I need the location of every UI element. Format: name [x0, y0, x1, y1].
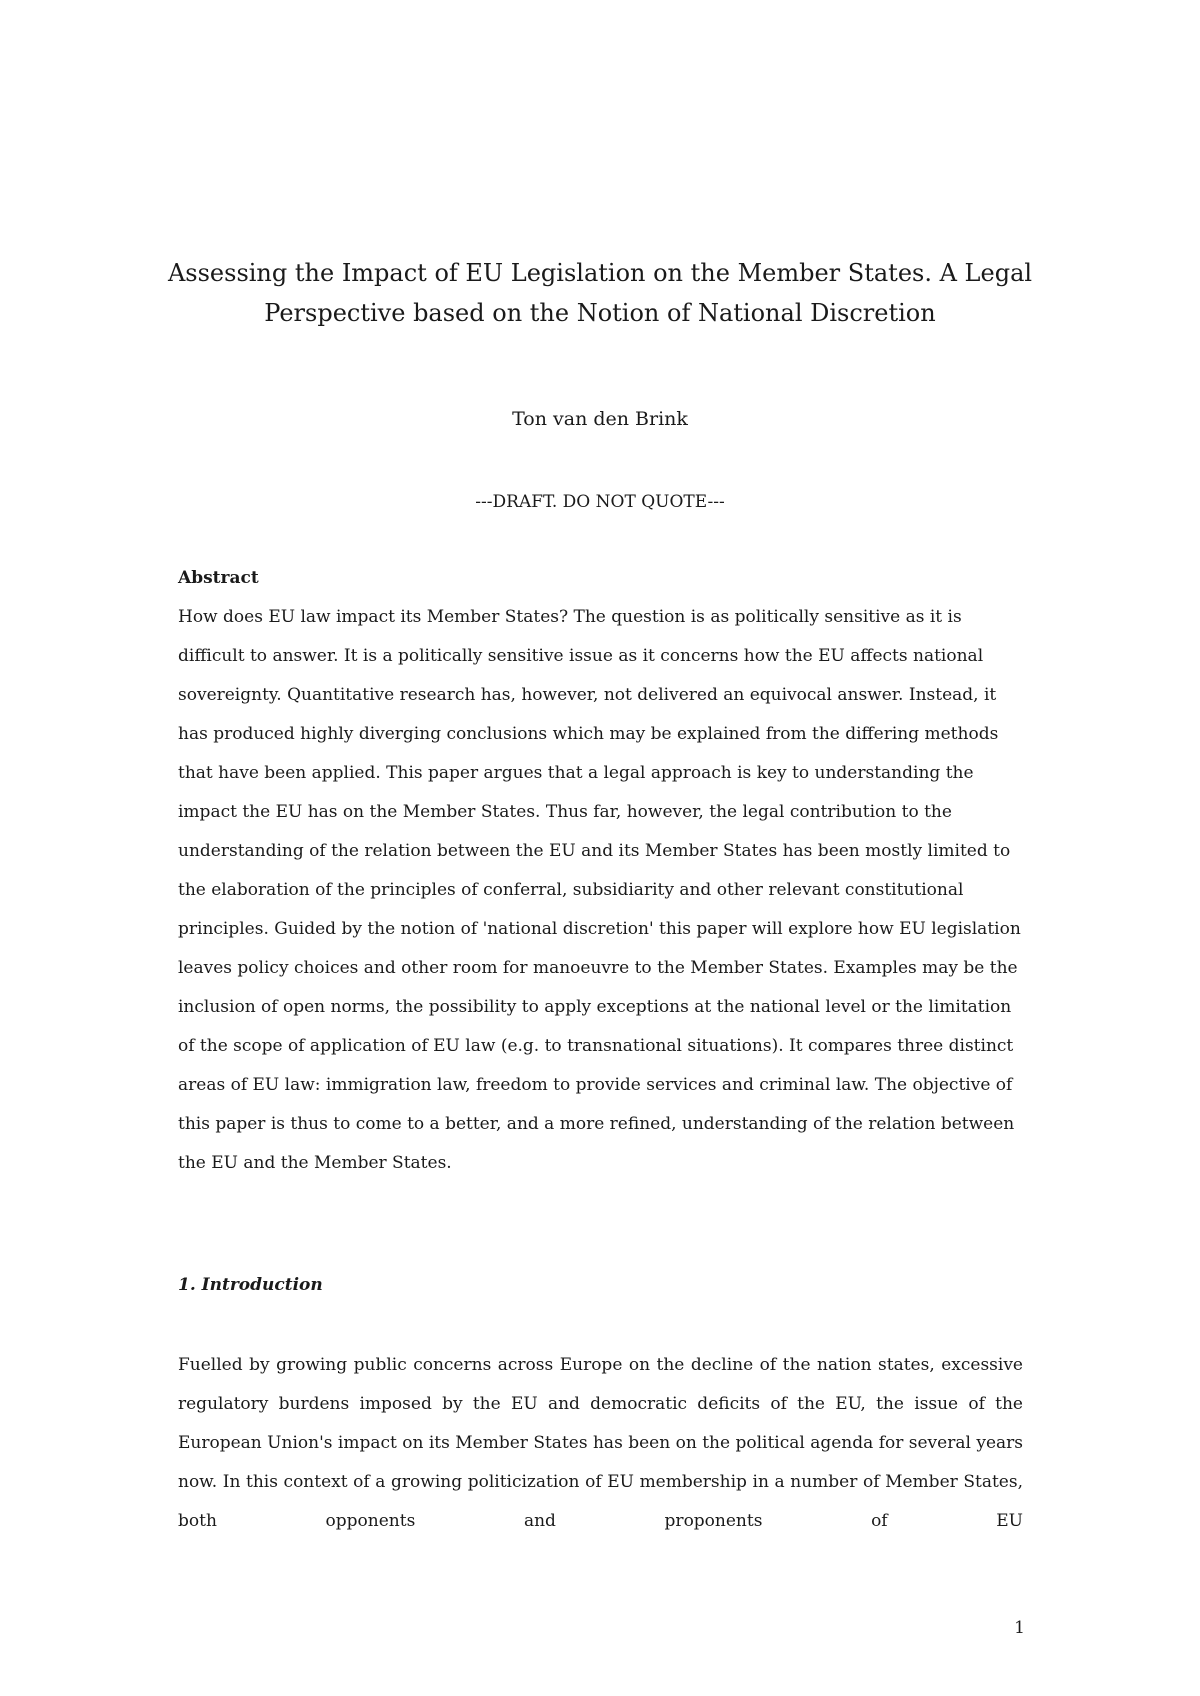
introduction-heading: 1. Introduction — [178, 1275, 323, 1295]
abstract-heading: Abstract — [178, 568, 259, 588]
page-number: 1 — [1014, 1618, 1025, 1638]
abstract-text: How does EU law impact its Member States? The question is as politically sensitive as it is difficult to answer. It is a politically sensitive issue as it concerns how the EU affects national sovereignty. Quantitative research has, however, not delivered an equivocal answer. Instead, it has produced highly diverging conclusions which may be explained from the differing methods that have been applied. This paper argues that a legal approach is key to understanding the impact the EU has on the Member States. Thus far, however, the legal contribution to the understanding of the relation between the EU and its Member States has been mostly limited to the elaboration of the principles of conferral, subsidiarity and other relevant constitutional principles. Guided by the notion of 'national discretion' this paper will explore how EU legislation leaves policy choices and other room for manoeuvre to the Member States. Examples may be the inclusion of open norms, the possibility to apply exceptions at the national level or the limitation of the scope of application of EU law (e.g. to transnational situations). It compares three distinct areas of EU law: immigration law, freedom to provide services and criminal law. The objective of this paper is thus to come to a better, and a more refined, understanding of the relation between the EU and the Member States. — [178, 607, 1021, 1173]
draft-notice: ---DRAFT. DO NOT QUOTE--- — [475, 492, 725, 512]
author-name: Ton van den Brink — [512, 408, 688, 430]
paper-title: Assessing the Impact of EU Legislation on the Member States. A Legal Perspective based on the Notion of National Discretion — [167, 259, 1033, 327]
introduction-text: Fuelled by growing public concerns across Europe on the decline of the nation states, excessive regulatory burdens imposed by the EU and democratic deficits of the EU, the issue of the European Union's impact on its Member States has been on the political agenda for several years now. In this context of a growing politicization of EU membership in a number of Member States, both opponents and proponents of EU — [178, 1355, 1023, 1531]
